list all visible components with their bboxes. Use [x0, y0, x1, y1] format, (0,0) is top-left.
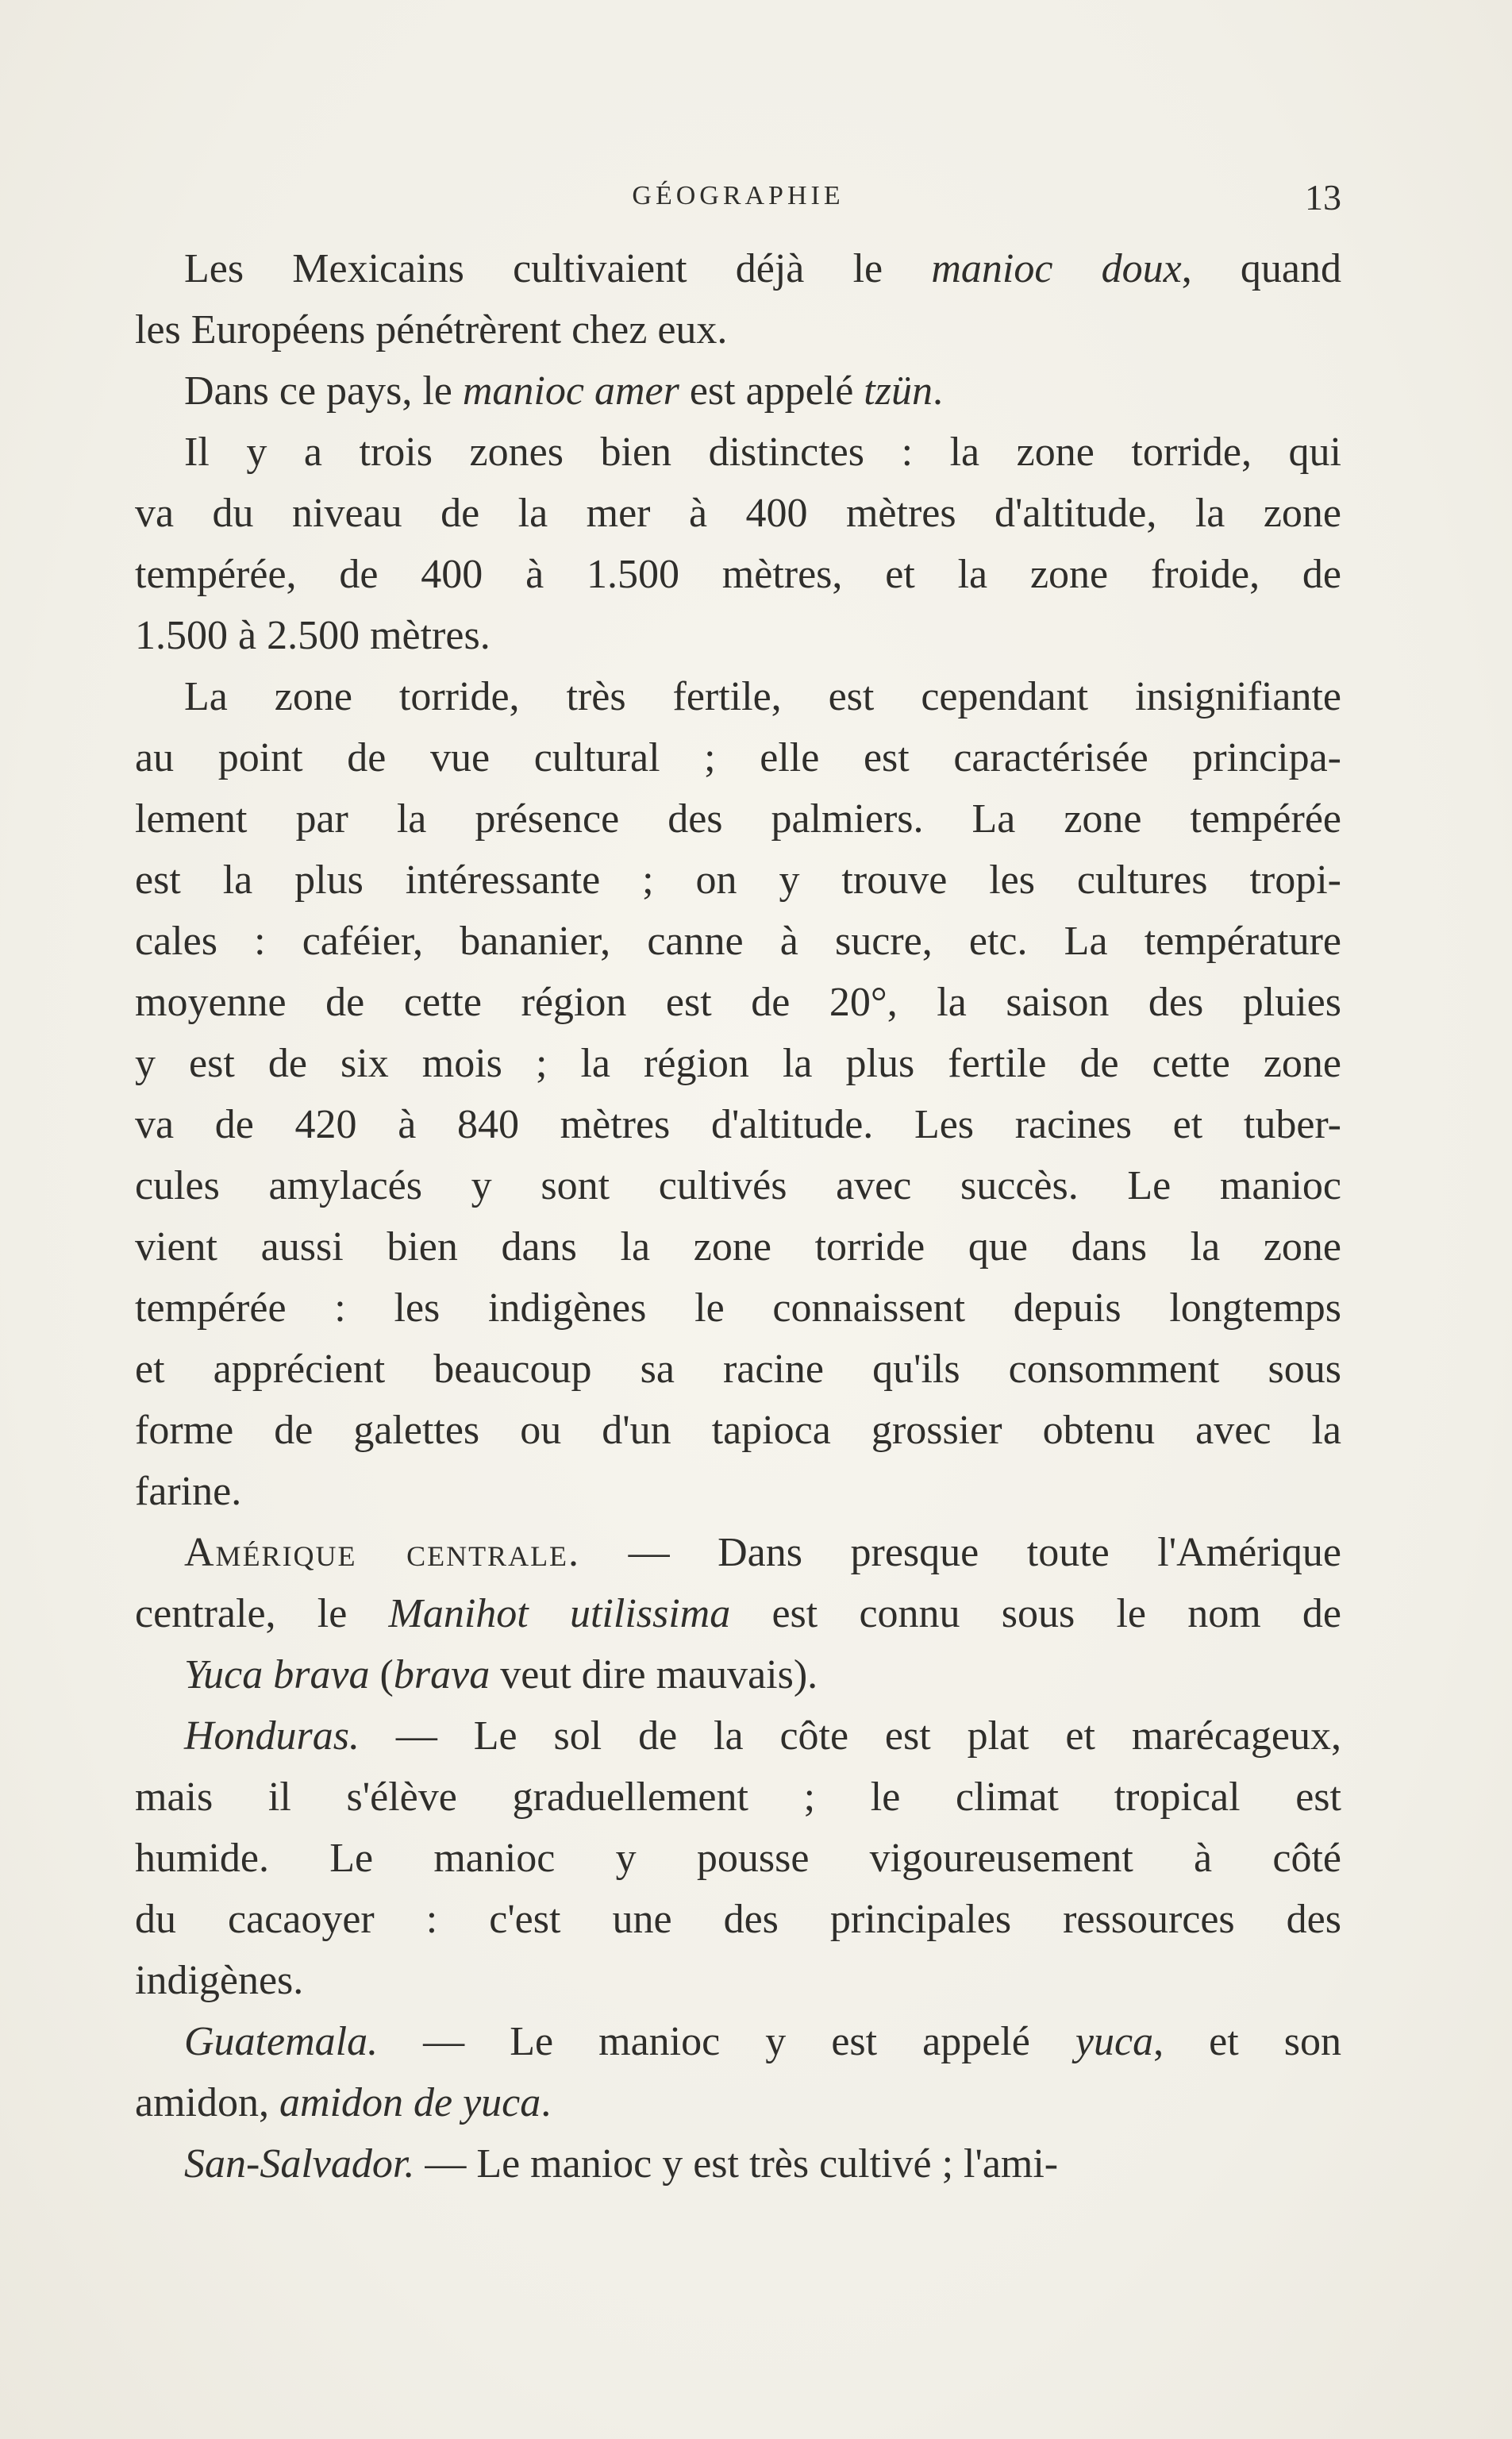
body-text	[135, 238, 1341, 2194]
text-line: Dans ce pays, le manioc amer est appelé tzün.	[184, 368, 943, 414]
text-line: les Européens pénétrèrent chez eux.	[135, 307, 728, 353]
text-line: farine.	[135, 1469, 242, 1514]
text-line: tempérée, de 400 à 1.500 mètres, et la zone froide, de	[135, 552, 1341, 597]
text-line: indigènes.	[135, 1958, 304, 2003]
page-header	[135, 176, 1341, 224]
text-line: du cacaoyer : c'est une des principales ressources des	[135, 1897, 1341, 1942]
section-heading: San-Salvador.	[184, 2141, 415, 2187]
text-line: humide. Le manioc y pousse vigoureusement à côté	[135, 1836, 1341, 1881]
text-line: moyenne de cette région est de 20°, la saison des pluies	[135, 980, 1341, 1025]
text-line: va de 420 à 840 mètres d'altitude. Les racines et tuber-	[135, 1102, 1341, 1147]
text-line: Yuca brava (brava veut dire mauvais).	[184, 1652, 818, 1697]
text-line: 1.500 à 2.500 mètres.	[135, 613, 491, 658]
text-line: va du niveau de la mer à 400 mètres d'altitude, la zone	[135, 491, 1341, 536]
text-line: et apprécient beaucoup sa racine qu'ils consomment sous	[135, 1347, 1341, 1392]
text-line: lement par la présence des palmiers. La zone tempérée	[135, 796, 1341, 842]
text-line: forme de galettes ou d'un tapioca grossier obtenu avec la	[135, 1408, 1341, 1453]
text-line: Il y a trois zones bien distinctes : la zone torride, qui	[184, 430, 1341, 475]
text-line: y est de six mois ; la région la plus fertile de cette zone	[135, 1041, 1341, 1086]
section-heading: Guatemala.	[184, 2019, 379, 2064]
page-number: 13	[1305, 177, 1341, 218]
text-line: San-Salvador. — Le manioc y est très cultivé ; l'ami-	[184, 2141, 1059, 2187]
section-heading: Honduras.	[184, 1713, 360, 1759]
running-title: GÉOGRAPHIE	[632, 181, 844, 210]
section-heading: Amérique centrale.	[184, 1530, 581, 1575]
text-line: centrale, le Manihot utilissima est connu sous le nom de	[135, 1591, 1342, 1636]
text-line: amidon, amidon de yuca.	[135, 2080, 552, 2125]
text-line: Honduras. — Le sol de la côte est plat et marécageux,	[184, 1713, 1341, 1759]
text-line: cales : caféier, bananier, canne à sucre, etc. La température	[135, 919, 1341, 964]
text-line: Les Mexicains cultivaient déjà le manioc doux, quand	[184, 246, 1341, 291]
text-line: Amérique centrale. — Dans presque toute l'Amérique	[184, 1530, 1342, 1575]
text-line: au point de vue cultural ; elle est caractérisée principa-	[135, 735, 1341, 780]
text-line: La zone torride, très fertile, est cependant insignifiante	[184, 674, 1341, 719]
text-line: Guatemala. — Le manioc y est appelé yuca, et son	[184, 2019, 1341, 2064]
text-line: tempérée : les indigènes le connaissent depuis longtemps	[135, 1285, 1341, 1331]
text-line: vient aussi bien dans la zone torride que dans la zone	[135, 1224, 1341, 1270]
text-line: mais il s'élève graduellement ; le climat tropical est	[135, 1774, 1341, 1820]
text-line: cules amylacés y sont cultivés avec succès. Le manioc	[135, 1163, 1341, 1208]
text-line: est la plus intéressante ; on y trouve les cultures tropi-	[135, 857, 1341, 903]
